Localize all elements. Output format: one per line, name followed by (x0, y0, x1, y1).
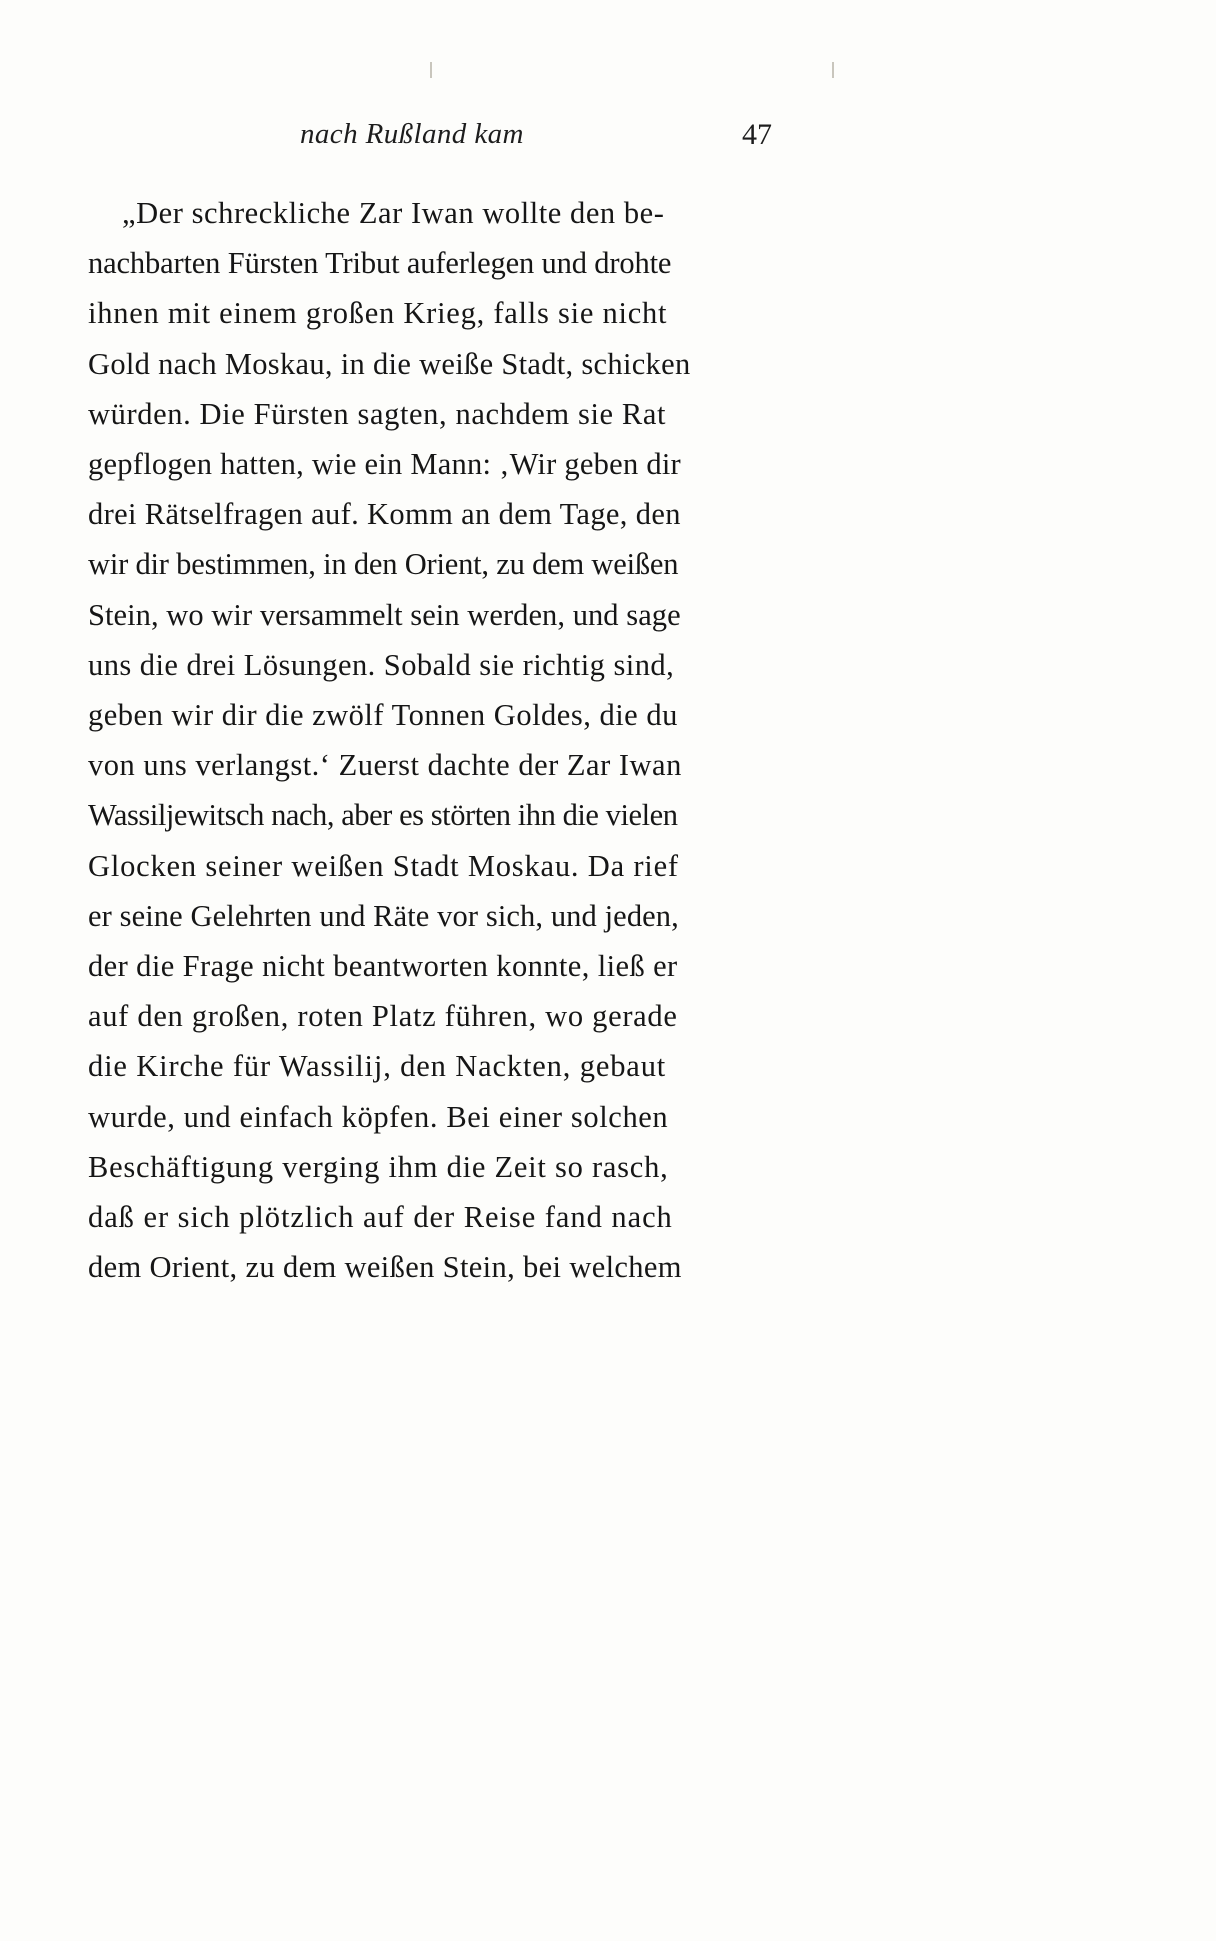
text-line: Stein, wo wir versammelt sein werden, und sage (88, 597, 681, 632)
running-head-title: nach Rußland kam (300, 118, 524, 150)
text-line: dem Orient, zu dem weißen Stein, bei welchem (88, 1250, 682, 1285)
text-line: auf den großen, roten Platz führen, wo gerade (88, 999, 678, 1034)
text-line: nachbarten Fürsten Tribut auferlegen und drohte (88, 246, 672, 281)
text-line: drei Rätselfragen auf. Komm an dem Tage, den (88, 497, 681, 532)
text-line: daß er sich plötzlich auf der Reise fand nach (88, 1200, 673, 1235)
text-line: geben wir dir die zwölf Tonnen Goldes, die du (88, 698, 678, 733)
crop-mark-left (430, 62, 432, 78)
text-line: Glocken seiner weißen Stadt Moskau. Da rief (88, 848, 679, 883)
text-line: wir dir bestimmen, in den Orient, zu dem weißen (88, 547, 679, 582)
text-line: „Der schreckliche Zar Iwan wollte den be- (122, 196, 665, 230)
body-paragraph (88, 188, 788, 1292)
text-line: uns die drei Lösungen. Sobald sie richtig sind, (88, 647, 675, 682)
text-line: ihnen mit einem großen Krieg, falls sie nicht (88, 296, 668, 331)
crop-mark-right (832, 62, 834, 78)
text-line: Gold nach Moskau, in die weiße Stadt, schicken (88, 346, 691, 381)
text-line: der die Frage nicht beantworten konnte, ließ er (88, 949, 678, 984)
text-line: Beschäftigung verging ihm die Zeit so rasch, (88, 1149, 669, 1184)
text-line: würden. Die Fürsten sagten, nachdem sie Rat (88, 396, 667, 431)
text-line: von uns verlangst.‘ Zuerst dachte der Zar Iwan (88, 748, 682, 783)
text-line: er seine Gelehrten und Räte vor sich, und jeden, (88, 898, 679, 933)
text-line: die Kirche für Wassilij, den Nackten, gebaut (88, 1049, 667, 1084)
text-line: Wassiljewitsch nach, aber es störten ihn die vielen (88, 798, 678, 833)
running-head (0, 118, 1216, 160)
text-line: gepflogen hatten, wie ein Mann: ‚Wir geben dir (88, 447, 681, 482)
text-line: wurde, und einfach köpfen. Bei einer solchen (88, 1099, 669, 1134)
page-number: 47 (742, 118, 772, 151)
